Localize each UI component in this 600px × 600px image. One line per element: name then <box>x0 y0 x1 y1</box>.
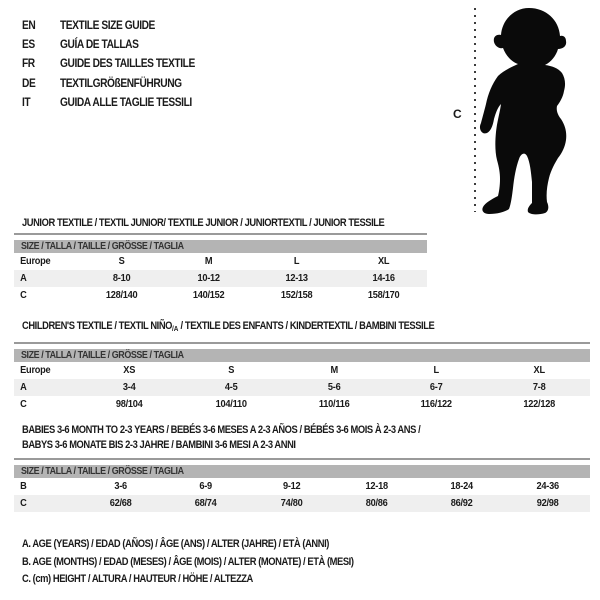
size-cell: L <box>433 364 440 376</box>
table-topline <box>14 233 427 235</box>
size-cell: 14-16 <box>372 272 395 284</box>
row-label: A <box>20 272 27 284</box>
size-cell: 6-9 <box>199 480 213 492</box>
table-body <box>14 253 427 304</box>
language-row <box>22 16 219 35</box>
size-cell: XL <box>533 364 545 376</box>
size-cell: 7-8 <box>532 381 546 393</box>
size-cell: 8-10 <box>112 272 131 284</box>
table-row <box>14 270 427 287</box>
table-topline <box>14 458 590 460</box>
language-title: TEXTILGRÖßENFÜHRUNG <box>60 75 182 90</box>
babies-table-title: BABIES 3-6 MONTH TO 2-3 YEARS / BEBÉS 3-6 MESES A 2-3 AÑOS / BÉBÉS 3-6 MOIS À 2-3 ANS / BABYS 3-6 MONATE BIS 2-3 JAHRE / BAMBINI 3-6 MESI A 2-3 ANNI <box>22 424 421 451</box>
size-header-bar: SIZE / TALLA / TAILLE / GRÖSSE / TAGLIA <box>14 240 427 253</box>
language-row <box>22 54 219 73</box>
table-body <box>14 362 590 413</box>
size-cell: 140/152 <box>193 289 225 301</box>
row-label: B <box>20 480 27 492</box>
size-header-bar: SIZE / TALLA / TAILLE / GRÖSSE / TAGLIA <box>14 465 590 478</box>
toddler-silhouette <box>472 6 572 216</box>
language-row <box>22 35 219 54</box>
language-title: GUIDE DES TAILLES TEXTILE <box>60 56 195 71</box>
size-cell: S <box>228 364 235 376</box>
note-line: B. AGE (MONTHS) / EDAD (MESES) / ÂGE (MOIS) / ALTER (MONATE) / ETÀ (MESI) <box>22 555 354 568</box>
language-row <box>22 74 219 93</box>
size-cell: 68/74 <box>195 497 217 509</box>
size-cell: 12-18 <box>365 480 388 492</box>
language-code: ES <box>22 37 35 52</box>
size-cell: 158/170 <box>367 289 400 301</box>
table-body <box>14 478 590 512</box>
size-cell: L <box>293 255 299 267</box>
size-cell: M <box>205 255 213 267</box>
size-cell: 92/98 <box>536 497 559 509</box>
size-cell: 5-6 <box>327 381 341 393</box>
language-code: FR <box>22 56 35 71</box>
language-code: DE <box>22 75 36 90</box>
language-row <box>22 93 219 112</box>
size-header-bar: SIZE / TALLA / TAILLE / GRÖSSE / TAGLIA <box>14 349 590 362</box>
size-cell: 128/140 <box>105 289 138 301</box>
table-row <box>14 495 590 512</box>
size-cell: 9-12 <box>282 480 301 492</box>
size-cell: 12-13 <box>284 272 308 284</box>
row-label: C <box>20 289 27 301</box>
table-topline <box>14 342 590 344</box>
size-cell: 3-4 <box>122 381 136 393</box>
table-row <box>14 253 427 270</box>
size-cell: 80/86 <box>365 497 388 509</box>
language-list <box>22 16 219 112</box>
row-label: C <box>20 497 27 509</box>
table-row <box>14 396 590 413</box>
row-label: A <box>20 381 27 393</box>
size-cell: 74/80 <box>280 497 303 509</box>
table-row <box>14 379 590 396</box>
size-cell: 110/116 <box>318 398 350 410</box>
language-title: GUIDA ALLE TAGLIE TESSILI <box>60 94 192 109</box>
size-cell: 24-36 <box>536 480 559 492</box>
size-cell: 116/122 <box>420 398 452 410</box>
size-cell: 122/128 <box>523 398 555 410</box>
size-cell: 98/104 <box>115 398 143 410</box>
size-cell: M <box>330 364 338 376</box>
legend-notes <box>22 536 412 589</box>
figure-label-c: C <box>453 107 462 121</box>
junior-size-table <box>14 233 427 304</box>
size-cell: 10-12 <box>197 272 221 284</box>
junior-table-title: JUNIOR TEXTILE / TEXTIL JUNIOR/ TEXTILE JUNIOR / JUNIORTEXTIL / JUNIOR TESSILE <box>22 217 385 229</box>
language-code: EN <box>22 18 36 32</box>
language-code: IT <box>22 94 31 109</box>
size-cell: 18-24 <box>450 480 474 492</box>
row-label: Europe <box>20 255 51 267</box>
children-size-table <box>14 342 590 413</box>
size-cell: 6-7 <box>430 381 443 393</box>
row-label: Europe <box>20 364 51 376</box>
size-cell: S <box>118 255 125 267</box>
size-cell: XL <box>377 255 390 267</box>
children-table-title: CHILDREN'S TEXTILE / TEXTIL $NIÑO_{/A}$ / TEXTILE DES ENFANTS / KINDERTEXTIL / BAMBINI TESSILE <box>22 320 435 333</box>
note-line: C. (cm) HEIGHT / ALTURA / HAUTEUR / HÖHE / ALTEZZA <box>22 573 253 585</box>
babies-size-table <box>14 458 590 512</box>
note-line: A. AGE (YEARS) / EDAD (AÑOS) / ÂGE (ANS) / ALTER (JAHRE) / ETÀ (ANNI) <box>22 538 329 550</box>
table-row <box>14 478 590 495</box>
size-cell: 3-6 <box>114 480 127 492</box>
table-row <box>14 287 427 304</box>
size-cell: 4-5 <box>225 381 238 393</box>
size-cell: 62/68 <box>109 497 132 509</box>
size-cell: 152/158 <box>280 289 312 301</box>
language-title: GUÍA DE TALLAS <box>60 37 139 52</box>
language-title: TEXTILE SIZE GUIDE <box>60 18 155 32</box>
size-cell: XS <box>123 364 136 376</box>
size-cell: 86/92 <box>451 497 473 509</box>
size-cell: 104/110 <box>216 398 248 410</box>
table-row <box>14 362 590 379</box>
row-label: C <box>20 398 27 410</box>
